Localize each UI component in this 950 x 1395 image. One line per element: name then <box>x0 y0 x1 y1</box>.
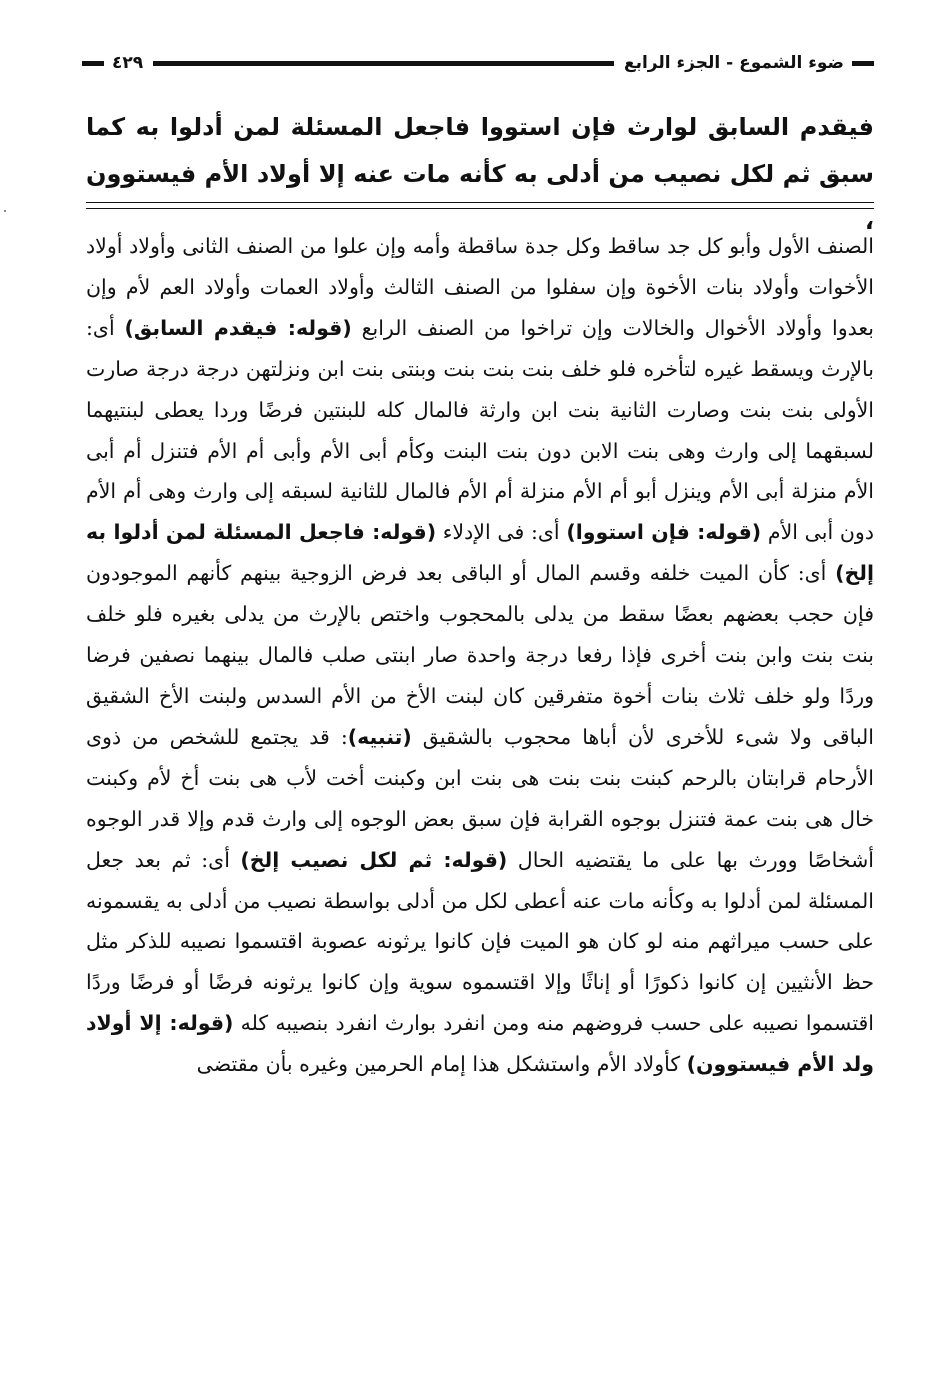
page-number: ٤٢٩ <box>112 53 144 73</box>
quoted-lemma: (قوله: فيقدم السابق) <box>124 315 352 340</box>
commentary-segment: أى: ثم بعد جعل المسئلة لمن أدلوا به وكأنه مات عنه أعطى لكل من أدلى بواسطة نصيب من أدلى به يقسمونه على حسب ميراثهم منه لو كان هو الميت فإن كانوا يرثونه عصوبة اقتسموا نصيبه للذكر مثل حظ الأنثيين إن كانوا ذكورًا أو إناثًا وإلا اقتسموه سوية وإن كانوا يرثونه فرضًا أو فرضًا وردًا اقتسموا نصيبه على حسب فروضهم منه ومن انفرد بوارث انفرد بنصيبه كله <box>86 847 875 1036</box>
main-text: فيقدم السابق لوارث فإن استووا فاجعل المسئلة لمن أدلوا به كما سبق ثم لكل نصيب من أدلى به كأنه مات عنه إلا أولاد الأم فيستوون ، <box>86 113 874 235</box>
commentary-text <box>86 226 874 1085</box>
quoted-lemma: (قوله: فإن استووا) <box>566 520 762 545</box>
commentary-segment: أى: بالإرث ويسقط غيره لتأخره فلو خلف بنت بنت بنت وبنتى بنت ابن ونزلتهن درجة درجة صارت الأولى بنت بنت وصارت الثانية بنت ابن وارثة فالمال كله للبنتين فرضًا وردا يعطى لبنتيهما لسبقهما إلى وارث وهى بنت الابن دون بنت البنت وكأم أبى الأم وأبى أم الأم فتنزل أم أبى الأم منزلة أبى الأم وينزل أبو أم الأم منزلة أم الأم فالمال للثانية لسبقه إلى وارث وهى أم الأم دون أبى الأم <box>86 315 874 545</box>
commentary-segment: : قد يجتمع للشخص من ذوى الأرحام قرابتان بالرحم كبنت بنت بنت هى بنت ابن وكبنت أخت لأب هى بنت أخ لأم وكبنت خال هى بنت عمة فتنزل بوجوه القرابة فإن سبق بعض الوجوه إلى وارث قدم وإلا قدر الوجوه أشخاصًا وورث بها على ما يقتضيه الحال <box>86 724 874 872</box>
header-dash-left <box>82 61 104 66</box>
running-header <box>82 48 874 78</box>
quoted-lemma: (قوله: فاجعل المسئلة لمن أدلوا به إلخ) <box>86 520 874 586</box>
scan-speck <box>4 210 6 212</box>
header-rule <box>153 61 614 66</box>
header-dash-right <box>852 61 874 66</box>
commentary-segment: كأولاد الأم واستشكل هذا إمام الحرمين وغيره بأن مقتضى <box>196 1052 681 1077</box>
commentary-segment: أى: فى الإدلاء <box>442 520 560 545</box>
commentary-segment: أى: كأن الميت خلفه وقسم المال أو الباقى بعد فرض الزوجية بينهم كأنهم الموجودون فإن حجب بعضهم بعضًا سقط من يدلى بالمحجوب واختص بالإرث من يدلى بغيره فلو خلف بنت بنت وابن بنت أخرى فإذا رفعا درجة واحدة صار ابنتى صلب فالمال بينهما نصفين فرضا وردًا ولو خلف ثلاث بنات أخوة متفرقين كان لبنت الأخ من الأم السدس ولبنت الأخ الشقيق الباقى ولا شىء للأخرى لأن أباها محجوب بالشقيق <box>86 561 874 749</box>
separator-double-rule <box>86 202 874 209</box>
quoted-lemma: (قوله: ثم لكل نصيب إلخ) <box>240 847 508 872</box>
header-title: ضوء الشموع - الجزء الرابع <box>623 53 844 73</box>
quoted-lemma: (قوله: إلا أولاد ولد الأم فيستوون) <box>86 1011 874 1077</box>
commentary-segment: الصنف الأول وأبو كل جد ساقط وكل جدة ساقطة وأمه وإن علوا من الصنف الثانى وأولاد أولاد الأخوات وأولاد بنات الأخوة وإن سفلوا من الصنف الثالث وأولاد العمات وأولاد العم لأم وإن بعدوا وأولاد الأخوال والخالات وإن تراخوا من الصنف الرابع <box>86 234 874 340</box>
notice-label: (تنبيه) <box>347 724 412 749</box>
